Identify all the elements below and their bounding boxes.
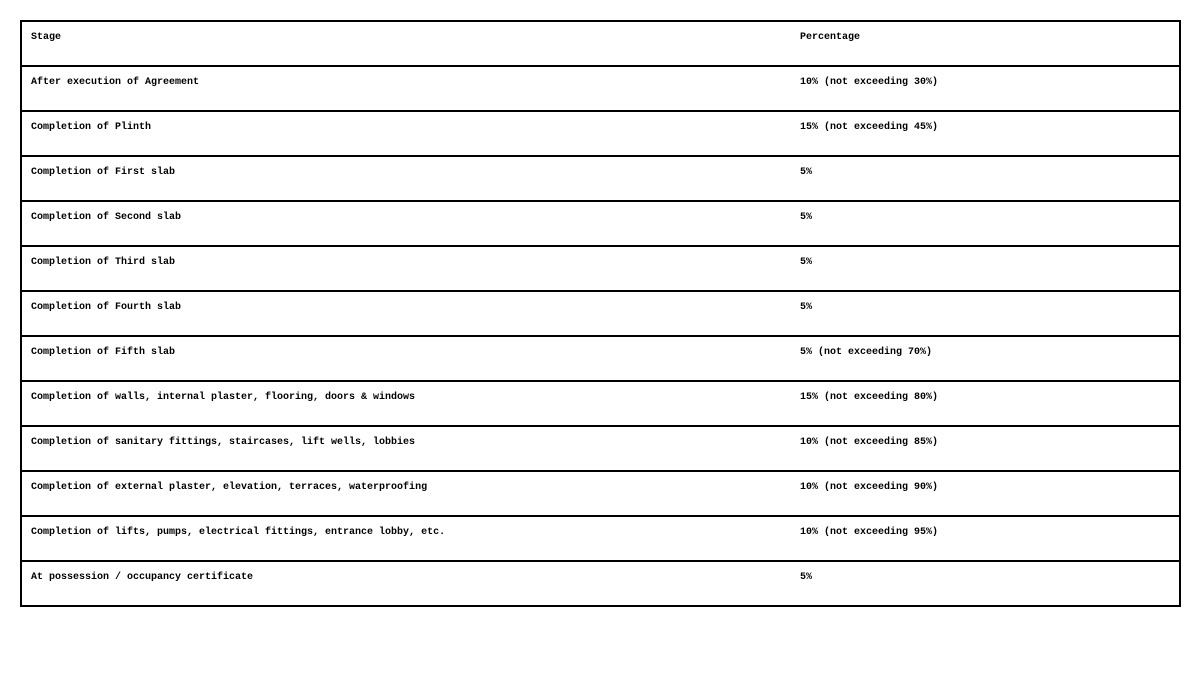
table-row (21, 561, 1180, 606)
stage-cell: Completion of external plaster, elevation, terraces, waterproofing (21, 471, 791, 516)
table-row (21, 111, 1180, 156)
percentage-cell: 10% (not exceeding 95%) (791, 516, 1180, 561)
table-row (21, 246, 1180, 291)
percentage-cell: 5% (791, 201, 1180, 246)
stage-cell: Completion of Plinth (21, 111, 791, 156)
table-row (21, 471, 1180, 516)
table-row (21, 336, 1180, 381)
percentage-cell: 5% (not exceeding 70%) (791, 336, 1180, 381)
percentage-cell: 10% (not exceeding 85%) (791, 426, 1180, 471)
percentage-cell: 5% (791, 156, 1180, 201)
percentage-cell: 10% (not exceeding 90%) (791, 471, 1180, 516)
percentage-cell: 5% (791, 246, 1180, 291)
percentage-cell: 5% (791, 291, 1180, 336)
table-row (21, 381, 1180, 426)
stage-cell: At possession / occupancy certificate (21, 561, 791, 606)
percentage-cell: 10% (not exceeding 30%) (791, 66, 1180, 111)
percentage-cell: 15% (not exceeding 80%) (791, 381, 1180, 426)
percentage-cell: 5% (791, 561, 1180, 606)
table-row (21, 291, 1180, 336)
header-percentage: Percentage (791, 21, 1180, 66)
header-stage: Stage (21, 21, 791, 66)
stage-cell: Completion of sanitary fittings, staircases, lift wells, lobbies (21, 426, 791, 471)
stage-cell: Completion of lifts, pumps, electrical fittings, entrance lobby, etc. (21, 516, 791, 561)
table-row (21, 66, 1180, 111)
stage-cell: Completion of First slab (21, 156, 791, 201)
stage-cell: After execution of Agreement (21, 66, 791, 111)
table-row (21, 426, 1180, 471)
stage-cell: Completion of walls, internal plaster, flooring, doors & windows (21, 381, 791, 426)
table-row (21, 516, 1180, 561)
table-header-row (21, 21, 1180, 66)
table-row (21, 156, 1180, 201)
percentage-cell: 15% (not exceeding 45%) (791, 111, 1180, 156)
stage-cell: Completion of Second slab (21, 201, 791, 246)
table-row (21, 201, 1180, 246)
stage-cell: Completion of Fourth slab (21, 291, 791, 336)
payment-schedule-table (20, 20, 1181, 607)
stage-cell: Completion of Fifth slab (21, 336, 791, 381)
stage-cell: Completion of Third slab (21, 246, 791, 291)
